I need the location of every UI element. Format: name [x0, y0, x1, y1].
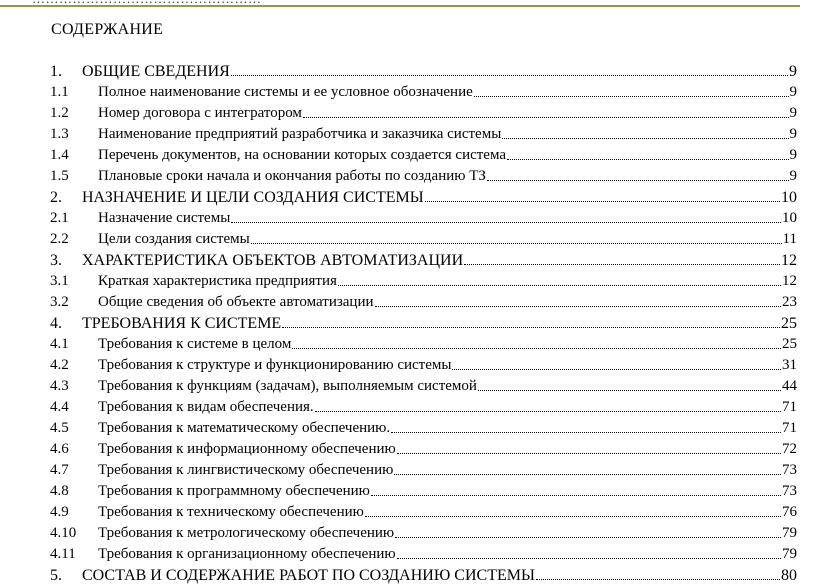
- toc-entry-page: 10: [782, 210, 797, 226]
- toc-entry-number: 2.1: [50, 210, 69, 226]
- toc-dot-leader: [507, 158, 788, 160]
- toc-entry[interactable]: [50, 567, 797, 588]
- toc-entry-title: Назначение системы: [98, 210, 231, 226]
- toc-entry-title: Номер договора с интегратором: [98, 105, 302, 121]
- toc-entry-title: Требования к структуре и функционированию системы: [98, 357, 452, 373]
- toc-entry-page: 23: [782, 294, 797, 310]
- toc-dot-leader: [395, 536, 781, 538]
- toc-entry-page: 9: [789, 63, 797, 80]
- toc-entry-page: 9: [789, 105, 797, 121]
- toc-entry-number: 4.1: [50, 336, 69, 352]
- toc-entry-page: 80: [781, 567, 797, 584]
- toc-entry-title: Требования к видам обеспечения.: [98, 399, 314, 415]
- toc-dot-leader: [315, 410, 781, 412]
- toc-entry-page: 73: [782, 462, 797, 478]
- toc-entry-title: Требования к метрологическому обеспечению: [98, 525, 395, 541]
- toc-entry-page: 31: [782, 357, 797, 373]
- toc-entry-title: Требования к техническому обеспечению: [98, 504, 364, 520]
- toc-dot-leader: [365, 515, 781, 517]
- toc-entry-page: 9: [789, 168, 797, 184]
- toc-dot-leader: [292, 347, 781, 349]
- toc-entry-number: 4.4: [50, 399, 69, 415]
- toc-dot-leader: [474, 95, 789, 97]
- toc-entry-title: Требования к функциям (задачам), выполняемым системой: [98, 378, 477, 394]
- toc-entry-title: Требования к лингвистическому обеспечению: [98, 462, 394, 478]
- toc-entry-number: 4.7: [50, 462, 69, 478]
- toc-entry-page: 12: [781, 252, 797, 269]
- toc-entry-title: ХАРАКТЕРИСТИКА ОБЪЕКТОВ АВТОМАТИЗАЦИИ: [82, 252, 464, 269]
- toc-entry-title: Требования к организационному обеспечению: [98, 546, 396, 562]
- toc-entry[interactable]: [50, 147, 797, 168]
- toc-entry-title: Полное наименование системы и ее условное обозначение: [98, 84, 473, 100]
- toc-dot-leader: [487, 179, 789, 181]
- toc-entry-number: 4.10: [50, 525, 77, 541]
- toc-entry-number: 1.5: [50, 168, 69, 184]
- toc-entry[interactable]: [50, 462, 797, 483]
- toc-entry-page: 71: [782, 420, 797, 436]
- toc-entry[interactable]: [50, 441, 797, 462]
- toc-entry-page: 9: [789, 147, 797, 163]
- toc-dot-leader: [464, 263, 780, 265]
- toc-entry-number: 1.4: [50, 147, 69, 163]
- toc-entry-page: 12: [782, 273, 797, 289]
- toc-entry-page: 25: [782, 336, 797, 352]
- toc-entry-title: Перечень документов, на основании которых создается система: [98, 147, 507, 163]
- toc-entry[interactable]: [50, 399, 797, 420]
- toc-entry-title: Требования к информационному обеспечению: [98, 441, 396, 457]
- toc-entry-number: 2.2: [50, 231, 69, 247]
- toc-entry[interactable]: [50, 231, 797, 252]
- toc-entry[interactable]: [50, 315, 797, 336]
- toc-entry[interactable]: [50, 105, 797, 126]
- toc-entry-page: 72: [782, 441, 797, 457]
- toc-entry-title: Краткая характеристика предприятия: [98, 273, 337, 289]
- toc-dot-leader: [394, 473, 781, 475]
- toc-entry[interactable]: [50, 210, 797, 231]
- toc-dot-leader: [391, 431, 781, 433]
- toc-entry[interactable]: [50, 126, 797, 147]
- toc-entry[interactable]: [50, 504, 797, 525]
- toc-entry-page: 25: [781, 315, 797, 332]
- toc-entry-title: Требования к программному обеспечению: [98, 483, 370, 499]
- toc-entry-page: 44: [782, 378, 797, 394]
- toc-entry-number: 5.: [50, 567, 62, 584]
- toc-dot-leader: [397, 452, 781, 454]
- toc-entry-page: 10: [781, 189, 797, 206]
- toc-entry-page: 9: [789, 84, 797, 100]
- toc-entry-title: ОБЩИЕ СВЕДЕНИЯ: [82, 63, 230, 80]
- toc-entry-number: 3.1: [50, 273, 69, 289]
- toc-dot-leader: [338, 284, 781, 286]
- toc-dot-leader: [452, 368, 781, 370]
- toc-entry-number: 4.6: [50, 441, 69, 457]
- toc-entry[interactable]: [50, 378, 797, 399]
- toc-entry-number: 4.: [50, 315, 62, 332]
- toc-entry[interactable]: [50, 294, 797, 315]
- toc-entry-title: ТРЕБОВАНИЯ К СИСТЕМЕ: [82, 315, 282, 332]
- toc-entry[interactable]: [50, 357, 797, 378]
- toc-dot-leader: [502, 137, 788, 139]
- toc-entry-page: 71: [782, 399, 797, 415]
- toc-entry-title: НАЗНАЧЕНИЕ И ЦЕЛИ СОЗДАНИЯ СИСТЕМЫ: [82, 189, 424, 206]
- toc-entry-number: 1.1: [50, 84, 69, 100]
- toc-entry-number: 1.: [50, 63, 62, 80]
- toc-entry[interactable]: [50, 189, 797, 210]
- toc-dot-leader: [231, 74, 788, 76]
- toc-entry-number: 3.: [50, 252, 62, 269]
- toc-entry-number: 4.3: [50, 378, 69, 394]
- toc-entry-number: 4.8: [50, 483, 69, 499]
- toc-entry[interactable]: [50, 168, 797, 189]
- toc-entry-page: 73: [782, 483, 797, 499]
- toc-entry-number: 1.2: [50, 105, 69, 121]
- toc-dot-leader: [303, 116, 789, 118]
- toc-entry-number: 2.: [50, 189, 62, 206]
- toc-entry-title: Требования к математическому обеспечению.: [98, 420, 391, 436]
- toc-entry-title: Наименование предприятий разработчика и заказчика системы: [98, 126, 502, 142]
- toc-dot-leader: [231, 221, 781, 223]
- toc-entry-title: Требования к системе в целом: [98, 336, 292, 352]
- toc-entry-page: 11: [782, 231, 797, 247]
- toc-dot-leader: [397, 557, 781, 559]
- toc-entry-number: 4.2: [50, 357, 69, 373]
- toc-entry[interactable]: [50, 546, 797, 567]
- toc-entry[interactable]: [50, 252, 797, 273]
- toc-dot-leader: [371, 494, 781, 496]
- toc-entry-number: 1.3: [50, 126, 69, 142]
- toc-entry-number: 4.9: [50, 504, 69, 520]
- toc-entry-title: Общие сведения об объекте автоматизации: [98, 294, 374, 310]
- toc-entry-number: 3.2: [50, 294, 69, 310]
- toc-dot-leader: [375, 305, 781, 307]
- toc-entry-page: 79: [782, 546, 797, 562]
- toc-dot-leader: [425, 200, 780, 202]
- toc-entry[interactable]: [50, 273, 797, 294]
- toc-entry[interactable]: [50, 483, 797, 504]
- toc-dot-leader: [478, 389, 781, 391]
- toc-entry-page: 9: [789, 126, 797, 142]
- toc-dot-leader: [536, 578, 780, 580]
- toc-entry[interactable]: [50, 84, 797, 105]
- toc-entry[interactable]: [50, 420, 797, 441]
- toc-entry[interactable]: [50, 525, 797, 546]
- toc-entry-number: 4.5: [50, 420, 69, 436]
- page-title: СОДЕРЖАНИЕ: [51, 21, 164, 38]
- toc-entry[interactable]: [50, 63, 797, 84]
- toc-entry-page: 76: [782, 504, 797, 520]
- toc-dot-leader: [282, 326, 780, 328]
- toc-entry-title: Плановые сроки начала и окончания работы по созданию ТЗ: [98, 168, 486, 184]
- toc-entry-page: 79: [782, 525, 797, 541]
- toc-entry-title: Цели создания системы: [98, 231, 250, 247]
- toc-entry-title: СОСТАВ И СОДЕРЖАНИЕ РАБОТ ПО СОЗДАНИЮ СИСТЕМЫ: [82, 567, 535, 584]
- toc-entry-number: 4.11: [50, 546, 76, 562]
- toc-entry[interactable]: [50, 336, 797, 357]
- toc-dot-leader: [251, 242, 782, 244]
